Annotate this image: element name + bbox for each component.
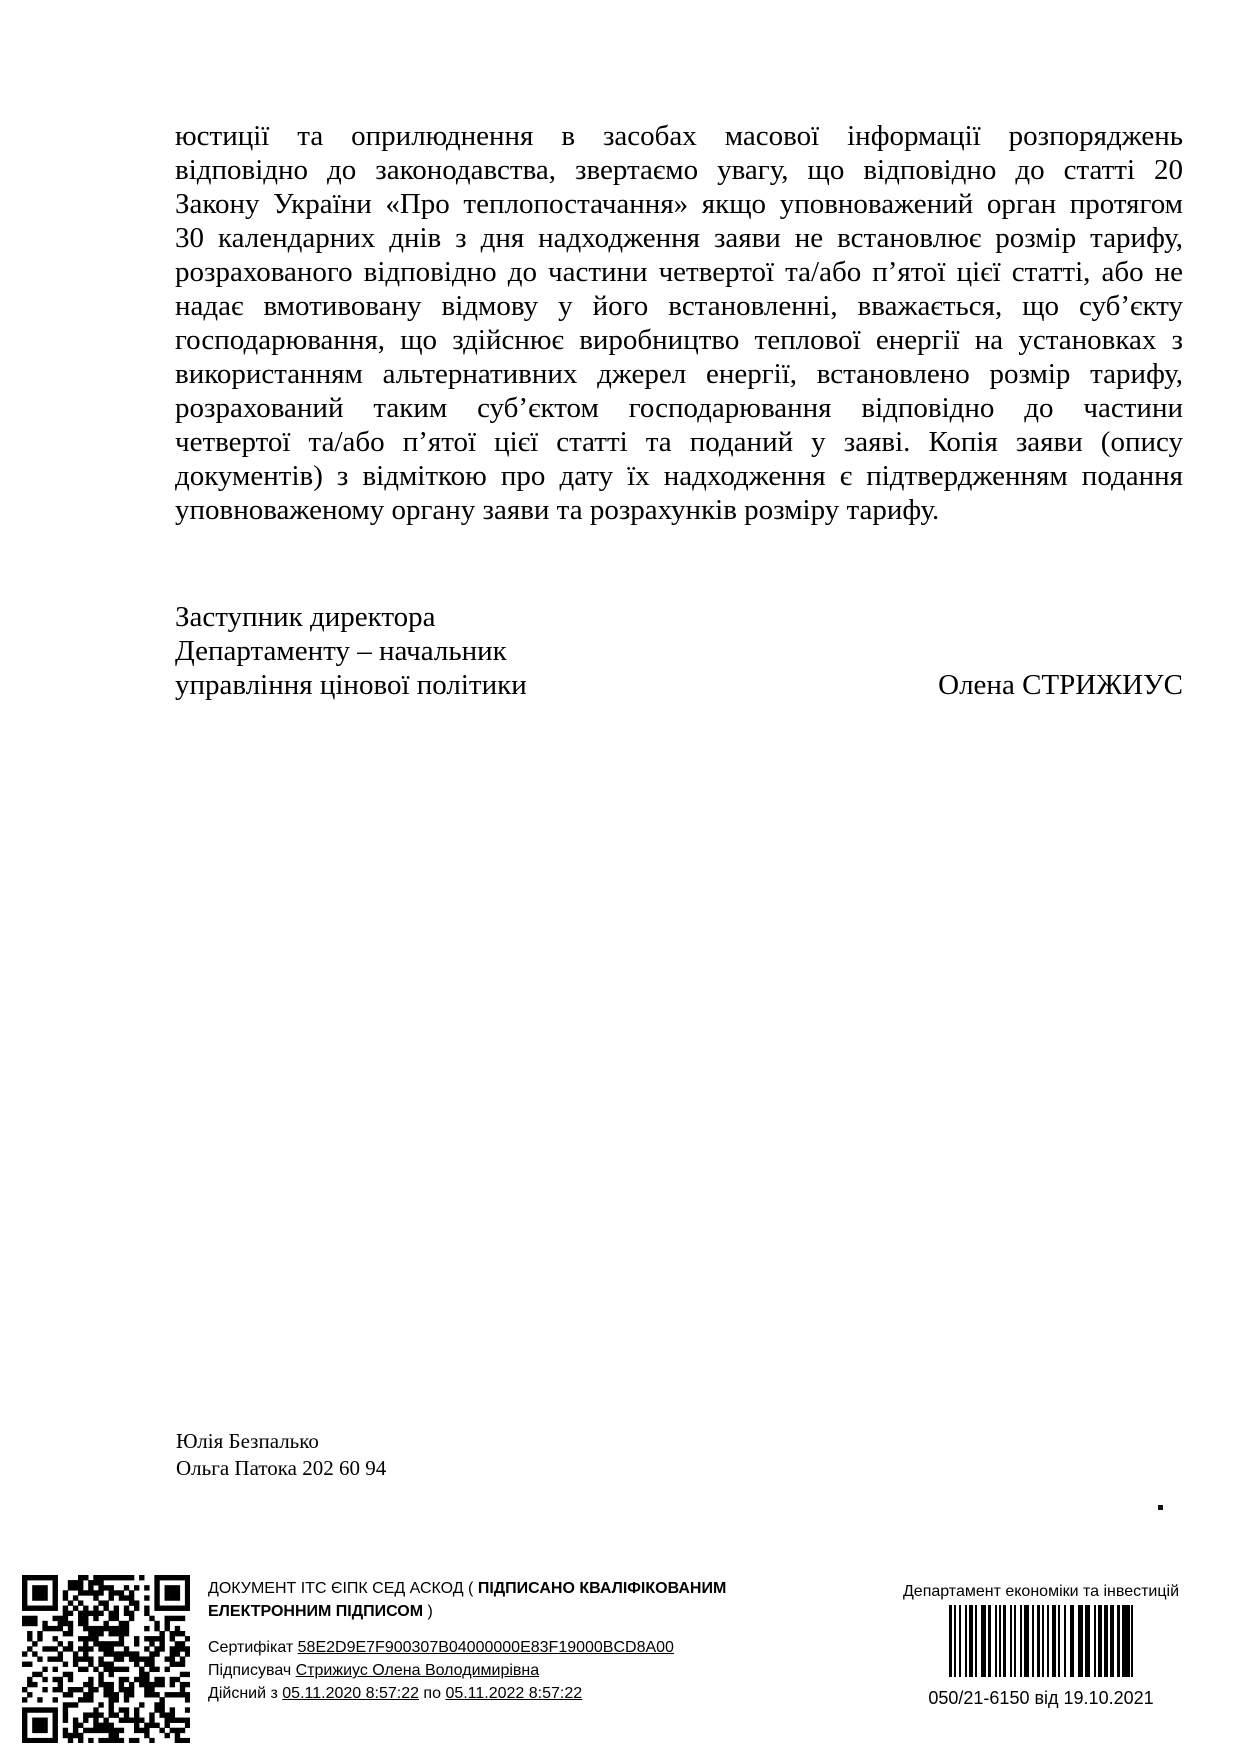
signature-title-line-3: управління цінової політики [175, 669, 527, 701]
contact-block [176, 1428, 386, 1482]
valid-to-value: 05.11.2022 8:57:22 [445, 1685, 583, 1702]
registration-number: 050/21-6150 від 19.10.2021 [928, 1688, 1154, 1708]
paragraph-line: господарювання, що здійснює виробництво теплової енергії на установках з [175, 324, 1183, 356]
paragraph-line: розрахованого відповідно до частини четвертої та/або п’ятої цієї статті, або не [175, 256, 1183, 288]
paragraph-line: відповідно до законодавства, звертаємо увагу, що відповідно до статті 20 [175, 154, 1183, 186]
contact-name-1: Юлія Безпалько [176, 1429, 319, 1453]
paragraph-line: Закону України «Про теплопостачання» якщо уповноважений орган протягом [175, 188, 1183, 220]
certificate-line [208, 1636, 848, 1659]
department-name: Департамент економіки та інвестицій [902, 1583, 1180, 1600]
certificate-label: Сертифікат [208, 1639, 298, 1656]
registration-block [888, 1582, 1194, 1709]
paragraph-line: використанням альтернативних джерел енергії, встановлено розмір тарифу, [175, 358, 1183, 390]
esignature-info-block [208, 1577, 848, 1705]
contact-name-2: Ольга Патока 202 60 94 [176, 1456, 387, 1480]
qr-code-icon [22, 1575, 190, 1743]
stray-mark [1158, 1505, 1163, 1510]
paragraph-line: четвертої та/або п’ятої цієї статті та поданий у заяві. Копія заяви (опису [175, 426, 1183, 458]
valid-separator: по [418, 1685, 446, 1702]
validity-line [208, 1682, 848, 1705]
esignature-line-1: ДОКУМЕНТ ІТС ЄІПК СЕД АСКОД ( ПІДПИСАНО КВАЛІФІКОВАНИМ [208, 1580, 727, 1597]
signature-block [175, 600, 1183, 702]
paragraph-line: документів) з відміткою про дату їх надходження є підтвердженням подання [175, 460, 1183, 492]
signature-title-line-1: Заступник директора [175, 601, 436, 633]
certificate-value: 58E2D9E7F900307B04000000E83F19000BCD8A00 [297, 1639, 674, 1656]
barcode-icon [949, 1605, 1133, 1677]
paragraph-line: юстиції та оприлюднення в засобах масової інформації розпоряджень [175, 120, 1183, 152]
paragraph-line: уповноваженому органу заяви та розрахунків розміру тарифу. [175, 494, 940, 526]
signer-line [208, 1659, 848, 1682]
valid-label: Дійсний з [208, 1685, 283, 1702]
paragraph-line: 30 календарних днів з дня надходження заяви не встановлює розмір тарифу, [175, 222, 1183, 254]
signer-name: Олена СТРИЖИУС [938, 669, 1183, 701]
valid-from-value: 05.11.2020 8:57:22 [282, 1685, 419, 1702]
body-paragraph [175, 119, 1183, 527]
signer-label: Підписувач [208, 1662, 296, 1679]
signer-value: Стрижиус Олена Володимирівна [295, 1662, 540, 1679]
signature-title-line-2: Департаменту – начальник [175, 635, 507, 667]
paragraph-line: надає вмотивовану відмову у його встановленні, вважається, що суб’єкту [175, 290, 1183, 322]
esignature-line-2: ЕЛЕКТРОННИМ ПІДПИСОМ ) [208, 1603, 433, 1620]
paragraph-line: розрахований таким суб’єктом господарювання відповідно до частини [175, 392, 1183, 424]
